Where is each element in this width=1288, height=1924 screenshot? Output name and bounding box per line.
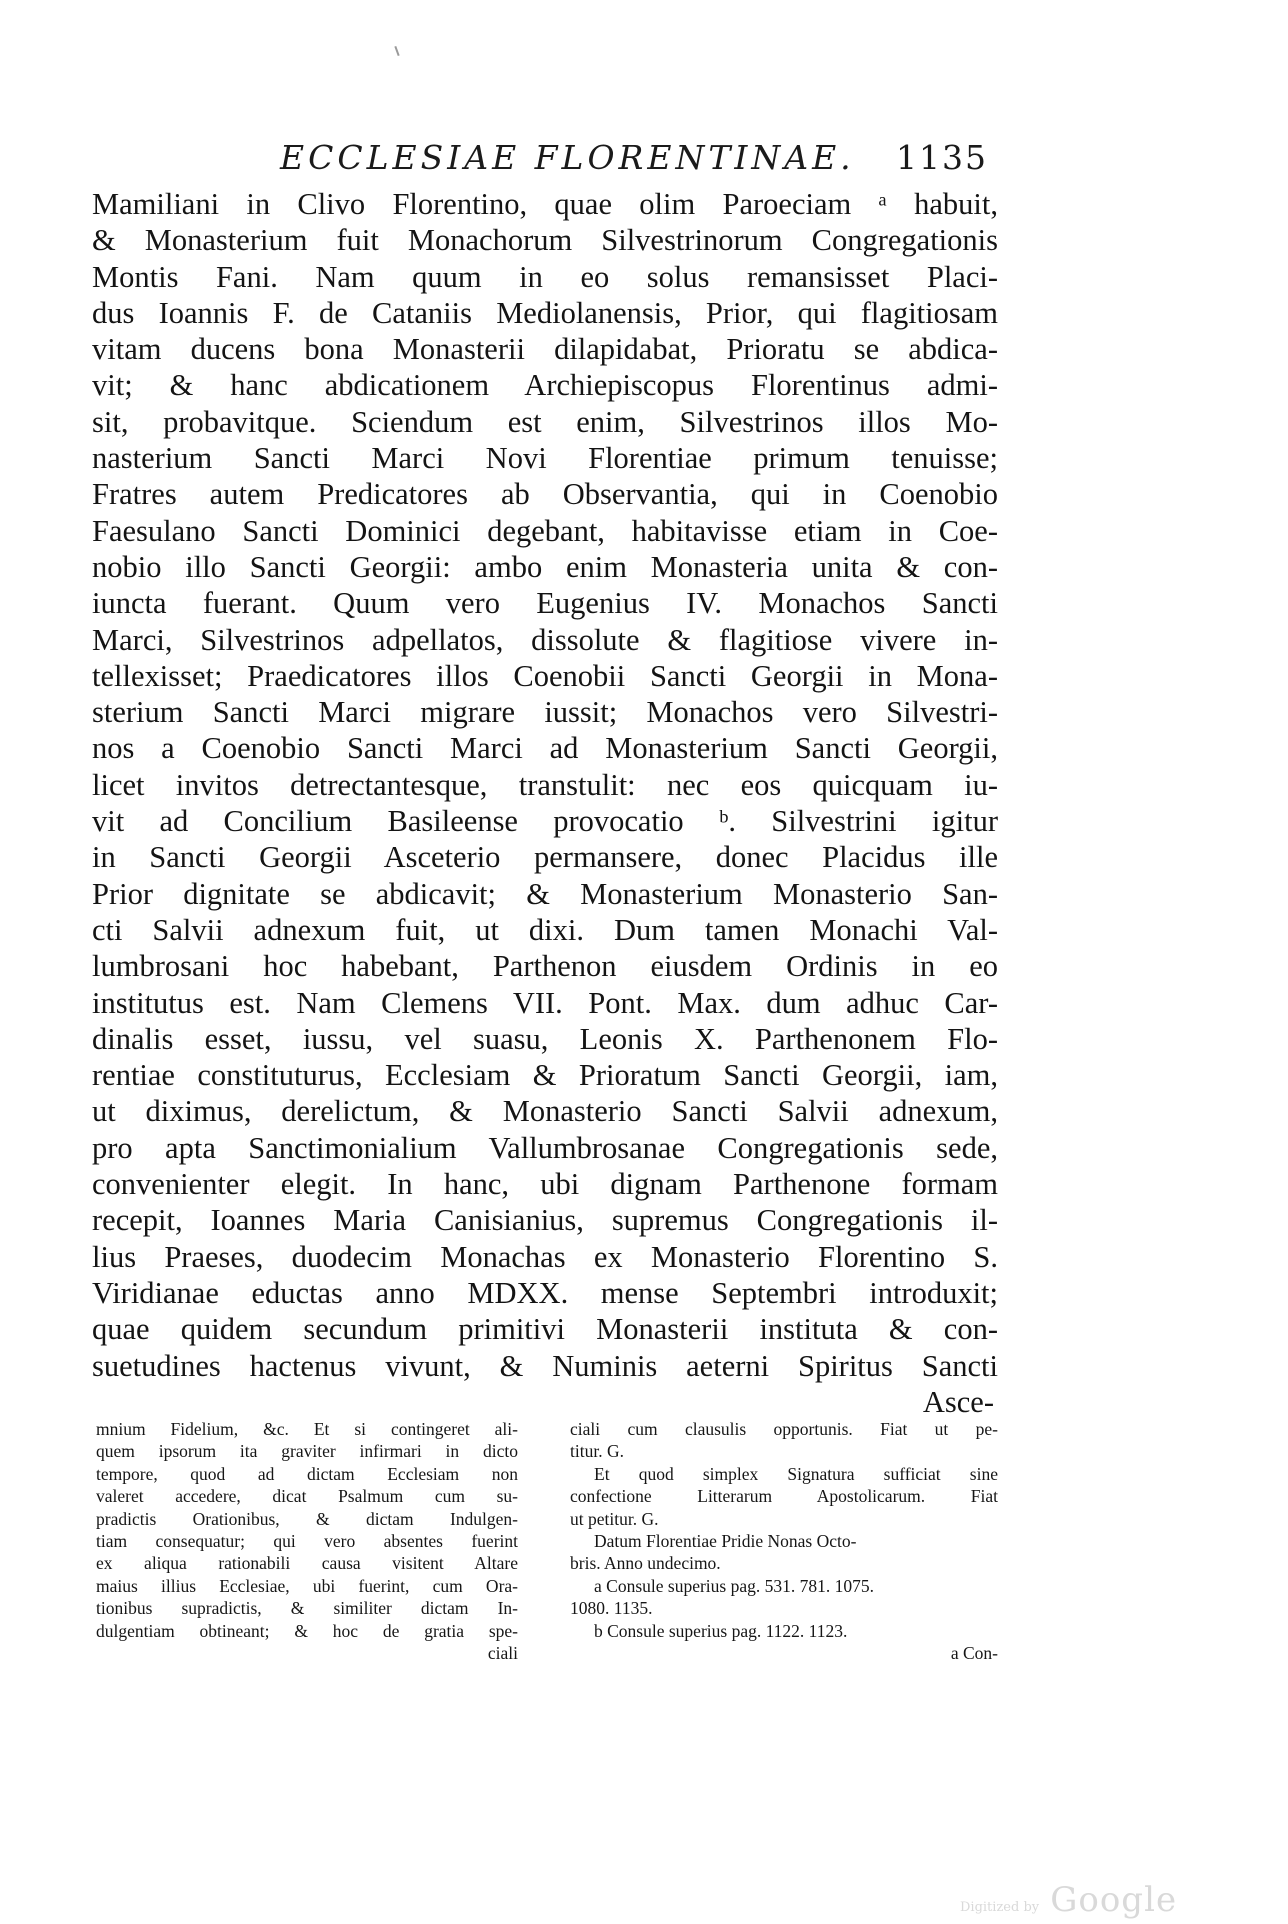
text-line: sterium Sancti Marci migrare iussit; Monachos vero Silvestri- <box>92 695 998 730</box>
footnotes-right-column <box>570 1418 998 1664</box>
text-line: sit, probavitque. Sciendum est enim, Silvestrinos illos Mo- <box>92 404 998 439</box>
footnote-line: 1080. 1135. <box>570 1598 653 1619</box>
text-line: quae quidem secundum primitivi Monasterii instituta & con- <box>92 1312 998 1347</box>
text-line: iuncta fuerant. Quum vero Eugenius IV. Monachos Sancti <box>92 586 998 621</box>
text-line: vitam ducens bona Monasterii dilapidabat, Prioratu se abdica- <box>92 332 998 367</box>
footnote-line: ciali cum clausulis opportunis. Fiat ut pe- <box>570 1419 998 1439</box>
text-line: recepit, Ioannes Maria Canisianius, supremus Congregationis il- <box>92 1203 998 1238</box>
text-line: rentiae constituturus, Ecclesiam & Prioratum Sancti Georgii, iam, <box>92 1058 998 1093</box>
running-head <box>280 138 988 180</box>
text-line: Mamiliani in Clivo Florentino, quae olim Paroeciam ᵃ habuit, <box>92 187 998 221</box>
footnotes <box>96 1418 998 1678</box>
text-line: & Monasterium fuit Monachorum Silvestrinorum Congregationis <box>92 223 998 258</box>
footnote-line: maius illius Ecclesiae, ubi fuerint, cum Ora- <box>96 1575 518 1596</box>
footnote-catchword: a Con- <box>950 1642 998 1663</box>
text-line: Marci, Silvestrinos adpellatos, dissolute & flagitiose vivere in- <box>92 622 998 657</box>
text-line: in Sancti Georgii Asceterio permansere, donec Placidus ille <box>92 840 998 875</box>
footnote-reference-b: b Consule superius pag. 1122. 1123. <box>594 1620 848 1641</box>
text-line: Fratres autem Predicatores ab Observantia, qui in Coenobio <box>92 477 998 512</box>
footnote-catchword: ciali <box>487 1642 518 1663</box>
text-line: Faesulano Sancti Dominici degebant, habitavisse etiam in Coe- <box>92 513 998 548</box>
text-line: dinalis esset, iussu, vel suasu, Leonis X. Parthenonem Flo- <box>92 1021 998 1056</box>
text-line: vit ad Concilium Basileense provocatio ᵇ. Silvestrini igitur <box>92 804 998 839</box>
footnote-line: ex aliqua rationabili causa visitent Altare <box>96 1553 518 1574</box>
footnote-line: tempore, quod ad dictam Ecclesiam non <box>96 1463 518 1484</box>
text-line: Viridianae eductas anno MDXX. mense Septembri introduxit; <box>92 1275 998 1310</box>
footnote-line: mnium Fidelium, &c. Et si contingeret ali- <box>96 1419 518 1439</box>
text-line: suetudines hactenus vivunt, & Numinis aeterni Spiritus Sancti <box>92 1348 998 1383</box>
footnote-line: Et quod simplex Signatura sufficiat sine <box>594 1463 998 1484</box>
text-line: nobio illo Sancti Georgii: ambo enim Monasteria unita & con- <box>92 549 998 584</box>
footnote-reference-a: a Consule superius pag. 531. 781. 1075. <box>594 1575 874 1596</box>
footnote-line: pradictis Orationibus, & dictam Indulgen- <box>96 1508 518 1529</box>
footnote-line: titur. G. <box>570 1441 624 1462</box>
text-line: licet invitos detrectantesque, transtulit: nec eos quicquam iu- <box>92 767 998 802</box>
text-line: lius Praeses, duodecim Monachas ex Monasterio Florentino S. <box>92 1239 998 1274</box>
stray-ink-mark <box>394 46 399 56</box>
footnote-line: valeret accedere, dicat Psalmum cum su- <box>96 1486 518 1507</box>
watermark-brand: Google <box>1050 1880 1178 1920</box>
text-line: tellexisset; Praedicatores illos Coenobii Sancti Georgii in Mona- <box>92 658 998 693</box>
google-watermark <box>960 1880 1177 1920</box>
watermark-prefix: Digitized by <box>960 1900 1040 1915</box>
page-number: 1135 <box>896 138 988 177</box>
footnote-line: dulgentiam obtineant; & hoc de gratia spe- <box>96 1620 518 1641</box>
text-line: nasterium Sancti Marci Novi Florentiae primum tenuisse; <box>92 441 998 476</box>
text-line: ut diximus, derelictum, & Monasterio Sancti Salvii adnexum, <box>92 1094 998 1129</box>
running-head-title: ECCLESIAE FLORENTINAE. <box>280 138 855 177</box>
text-line: Montis Fani. Nam quum in eo solus remansisset Placi- <box>92 259 998 294</box>
text-line: Prior dignitate se abdicavit; & Monasterium Monasterio San- <box>92 876 998 911</box>
footnote-line: Datum Florentiae Pridie Nonas Octo- <box>594 1530 857 1551</box>
text-line: vit; & hanc abdicationem Archiepiscopus Florentinus admi- <box>92 368 998 403</box>
catchword: Asce- <box>922 1384 994 1419</box>
text-line: convenienter elegit. In hanc, ubi dignam Parthenone formam <box>92 1167 998 1202</box>
main-text-body <box>92 186 998 1420</box>
footnote-line: tionibus supradictis, & similiter dictam In- <box>96 1598 518 1619</box>
text-line: lumbrosani hoc habebant, Parthenon eiusdem Ordinis in eo <box>92 949 998 984</box>
footnote-line: ut petitur. G. <box>570 1508 659 1529</box>
footnote-line: quem ipsorum ita graviter infirmari in dicto <box>96 1441 518 1462</box>
text-line: nos a Coenobio Sancti Marci ad Monasterium Sancti Georgii, <box>92 731 998 766</box>
footnotes-left-column <box>96 1418 518 1664</box>
footnote-line: confectione Litterarum Apostolicarum. Fiat <box>570 1486 998 1507</box>
footnote-line: tiam consequatur; qui vero absentes fuerint <box>96 1530 518 1551</box>
text-line: cti Salvii adnexum fuit, ut dixi. Dum tamen Monachi Val- <box>92 912 998 947</box>
text-line: institutus est. Nam Clemens VII. Pont. Max. dum adhuc Car- <box>92 985 998 1020</box>
text-line: dus Ioannis F. de Cataniis Mediolanensis, Prior, qui flagitiosam <box>92 295 998 330</box>
footnote-line: bris. Anno undecimo. <box>570 1553 721 1574</box>
text-line: pro apta Sanctimonialium Vallumbrosanae Congregationis sede, <box>92 1130 998 1165</box>
